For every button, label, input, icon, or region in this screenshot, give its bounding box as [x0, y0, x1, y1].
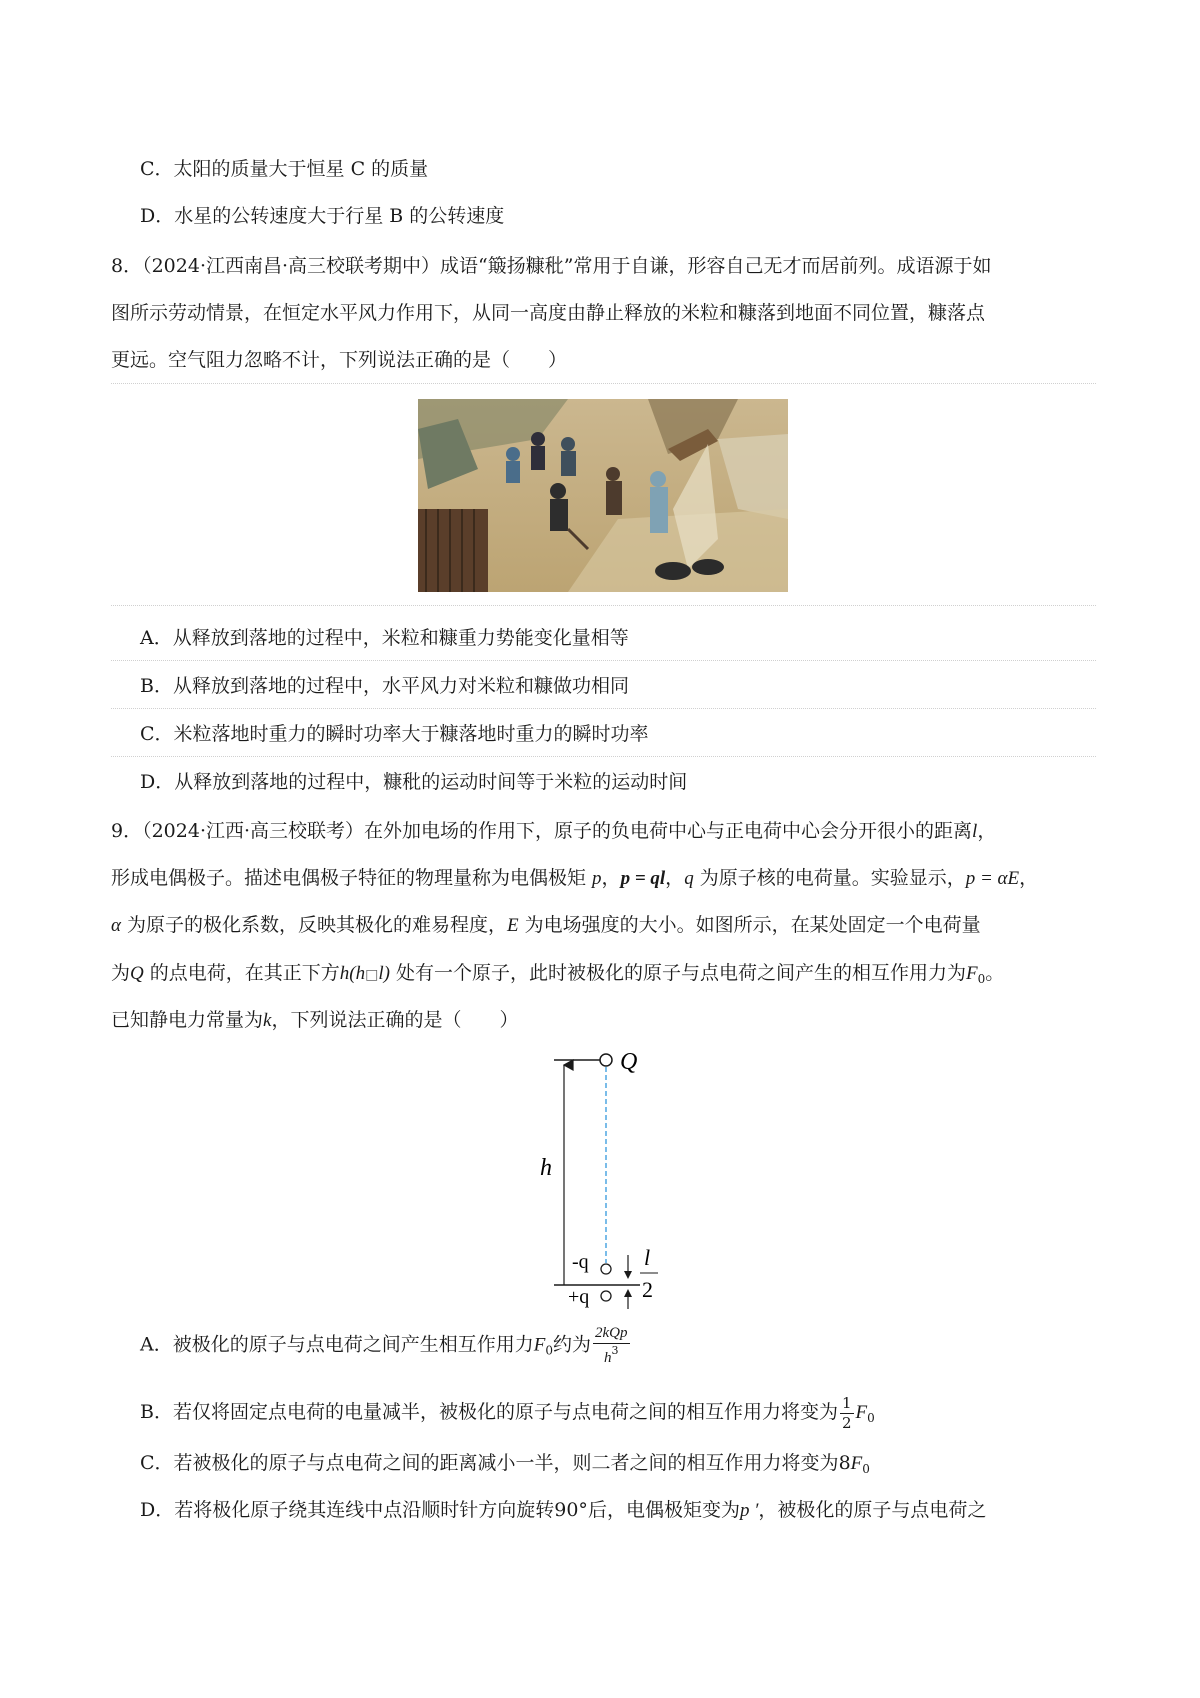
stem-text: 为电场强度的大小。如图所示，在某处固定一个电荷量	[518, 914, 981, 936]
var-alpha: α	[111, 915, 121, 936]
var-l: l)	[378, 963, 390, 984]
subscript: 0	[977, 972, 986, 986]
charge-label-q: Q	[620, 1049, 638, 1075]
stem-text: 为原子的极化系数，反映其极化的难易程度，	[120, 914, 508, 936]
winnowing-painting-image	[418, 399, 788, 592]
option-text: 米粒落地时重力的瞬时功率大于糠落地时重力的瞬时功率	[173, 723, 649, 745]
stem-text: 处有一个原子，此时被极化的原子与点电荷之间产生的相互作用力为	[389, 962, 967, 984]
var-e: E	[507, 915, 519, 936]
fraction-denominator-2: 2	[642, 1277, 653, 1302]
option-label: A．	[140, 1333, 173, 1356]
q9-stem-line-5	[111, 1007, 518, 1034]
dotted-separator	[111, 756, 1096, 757]
offset-arrowhead-up	[624, 1289, 632, 1297]
dotted-separator	[111, 383, 1096, 384]
q9-stem-line-3	[111, 912, 981, 939]
option-label: A．	[140, 627, 173, 649]
stem-text: 为原子核的电荷量。实验显示，	[693, 867, 966, 889]
subscript: 0	[545, 1343, 553, 1358]
q9-option-c	[140, 1450, 870, 1482]
var-f: F	[850, 1453, 863, 1474]
stem-text: 9．（2024·江西·高三校联考）在外加电场的作用下，原子的负电荷中心与正电荷中心会分开很小的距离	[111, 820, 973, 842]
angle-value: 90°	[554, 1499, 588, 1521]
fraction-numerator-l: l	[644, 1245, 651, 1270]
q7-option-c	[140, 156, 428, 182]
var-h: h(h	[339, 963, 366, 984]
equation-p-ql: p = ql	[620, 868, 666, 889]
stem-text: ，	[601, 867, 621, 889]
q9-stem-line-1	[111, 818, 996, 845]
q8-option-a	[140, 625, 629, 651]
option-text: 被极化的原子与点电荷之间产生相互作用力	[172, 1333, 534, 1356]
q7-option-d	[140, 203, 504, 229]
exponent: 3	[611, 1343, 619, 1357]
point-charge-circle	[600, 1054, 612, 1066]
dotted-separator	[111, 605, 1096, 606]
subscript: 0	[862, 1462, 870, 1476]
equation-p-alpha-e: p = αE	[965, 868, 1020, 889]
subscript: 0	[867, 1411, 875, 1425]
var-l: l	[972, 821, 978, 842]
var-h: h	[604, 1349, 612, 1366]
fraction-denominator	[593, 1344, 630, 1367]
var-f: F	[533, 1334, 546, 1356]
q9-option-a	[140, 1325, 632, 1366]
q8-stem-line-3: 更远。空气阻力忽略不计，下列说法正确的是（ ）	[111, 349, 568, 371]
var-f: F	[855, 1402, 868, 1423]
coefficient: 8	[838, 1452, 851, 1474]
option-label: C．	[140, 1452, 174, 1474]
option-label: C．	[140, 723, 174, 745]
fraction-denominator: 2	[841, 1413, 852, 1432]
negative-charge-label: -q	[572, 1251, 589, 1273]
q8-stem-line-2: 图所示劳动情景，在恒定水平风力作用下，从同一高度由静止释放的米粒和糠落到地面不同位置，糠落点	[111, 302, 986, 324]
var-p-prime: p ′	[739, 1500, 759, 1521]
var-k: k	[263, 1010, 272, 1031]
dipole-diagram	[540, 1045, 690, 1310]
q9-option-b	[140, 1395, 875, 1431]
option-text: 从释放到落地的过程中，水平风力对米粒和糠做功相同	[172, 675, 629, 697]
q9-option-d	[140, 1497, 986, 1524]
var-p: p	[592, 868, 602, 889]
stem-text: 。	[985, 962, 1005, 984]
stem-text: ，	[977, 820, 997, 842]
option-text: 若将极化原子绕其连线中点沿顺时针方向旋转	[174, 1499, 555, 1521]
var-f: F	[966, 963, 978, 984]
q9-stem-line-4	[111, 960, 1004, 992]
stem-text: 已知静电力常量为	[111, 1009, 264, 1031]
option-text: 太阳的质量大于恒星 C 的质量	[173, 158, 429, 180]
stem-text: 的点电荷，在其正下方	[143, 962, 340, 984]
option-label: B．	[140, 1401, 173, 1423]
stem-text: ，	[1019, 867, 1039, 889]
option-label: D．	[140, 205, 175, 227]
offset-arrowhead-down	[624, 1271, 632, 1279]
positive-charge-circle	[601, 1291, 611, 1301]
option-text: 后，电偶极矩变为	[587, 1499, 740, 1521]
option-label: D．	[140, 1499, 175, 1521]
option-text: 若被极化的原子与点电荷之间的距离减小一半，则二者之间的相互作用力将变为	[173, 1452, 839, 1474]
option-text: 从释放到落地的过程中，糠秕的运动时间等于米粒的运动时间	[174, 771, 688, 793]
stem-text: ，	[665, 867, 685, 889]
q9-stem-line-2	[111, 865, 1038, 892]
missing-glyph: □	[365, 967, 379, 983]
option-text: ，被极化的原子与点电荷之	[758, 1499, 987, 1521]
q8-stem-line-1: 8．（2024·江西南昌·高三校联考期中）成语“簸扬糠秕”常用于自谦，形容自己无才而居前列。成语源于如	[111, 255, 992, 277]
option-label: D．	[140, 771, 175, 793]
q8-option-c	[140, 721, 649, 747]
fraction-numerator: 2kQp	[593, 1325, 630, 1344]
option-text: 若仅将固定点电荷的电量减半，被极化的原子与点电荷之间的相互作用力将变为	[172, 1401, 838, 1423]
negative-charge-circle	[601, 1264, 611, 1274]
fraction-one-half	[840, 1395, 854, 1431]
option-text: 水星的公转速度大于行星 B 的公转速度	[174, 205, 505, 227]
dotted-separator	[111, 660, 1096, 661]
fraction-numerator: 1	[841, 1394, 852, 1412]
stem-text: 形成电偶极子。描述电偶极子特征的物理量称为电偶极矩	[111, 867, 593, 889]
q8-option-d	[140, 769, 687, 795]
height-label-h: h	[540, 1155, 552, 1181]
stem-text: 为	[111, 962, 131, 984]
var-q-charge: Q	[130, 963, 144, 984]
option-text: 约为	[553, 1333, 592, 1356]
stem-text: ，下列说法正确的是（ ）	[271, 1009, 519, 1031]
var-q: q	[684, 868, 694, 889]
option-text: 从释放到落地的过程中，米粒和糠重力势能变化量相等	[172, 627, 629, 649]
dotted-separator	[111, 708, 1096, 709]
option-label: C．	[140, 158, 174, 180]
q8-option-b	[140, 673, 629, 699]
option-label: B．	[140, 675, 173, 697]
positive-charge-label: +q	[568, 1286, 590, 1308]
fraction-2kqp-over-h3	[593, 1325, 630, 1366]
